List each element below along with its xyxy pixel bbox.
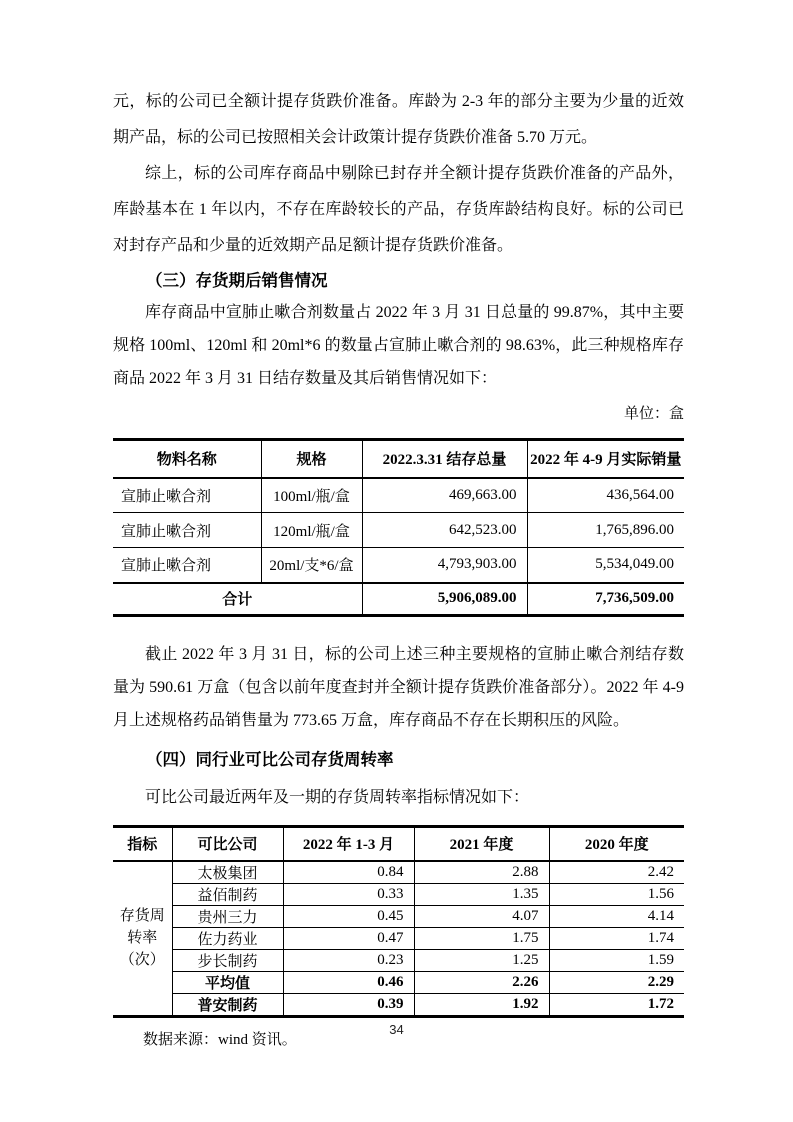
- cell-material: 宣肺止嗽合剂: [113, 548, 261, 583]
- cell-2020: 1.74: [549, 927, 684, 949]
- inventory-table-header-row: [113, 440, 684, 478]
- cell-2021: 4.07: [414, 905, 549, 927]
- cell-company: 益佰制药: [172, 883, 283, 905]
- cell-spec: 100ml/瓶/盒: [261, 478, 362, 513]
- cell-balance: 4,793,903.00: [362, 548, 527, 583]
- cell-q1-2022: 0.23: [283, 949, 414, 971]
- col-header-company: 可比公司: [172, 827, 283, 861]
- heading-section-4: （四）同行业可比公司存货周转率: [146, 750, 394, 769]
- table-total-row: [113, 583, 684, 616]
- cell-balance: 642,523.00: [362, 513, 527, 548]
- cell-company: 贵州三力: [172, 905, 283, 927]
- table-subject-row: [113, 993, 684, 1016]
- table-row: [113, 927, 684, 949]
- cell-total-label: 合计: [113, 583, 362, 616]
- cell-2020: 1.59: [549, 949, 684, 971]
- cell-q1-2022: 0.33: [283, 883, 414, 905]
- col-header-2022q1: 2022 年 1-3 月: [283, 827, 414, 861]
- cell-spec: 120ml/瓶/盒: [261, 513, 362, 548]
- cell-company: 普安制药: [172, 993, 283, 1016]
- turnover-table: [113, 825, 684, 1018]
- inventory-sales-table: [113, 438, 684, 617]
- cell-company: 佐力药业: [172, 927, 283, 949]
- cell-2021: 1.75: [414, 927, 549, 949]
- cell-sales: 1,765,896.00: [527, 513, 684, 548]
- cell-2020: 2.42: [549, 861, 684, 884]
- table-row: [113, 905, 684, 927]
- table-row: [113, 949, 684, 971]
- cell-q1-2022: 0.84: [283, 861, 414, 884]
- cell-2020: 1.56: [549, 883, 684, 905]
- table-average-row: [113, 971, 684, 993]
- cell-indicator-label: 存货周转率（次）: [119, 908, 165, 968]
- para-turnover-intro: 可比公司最近两年及一期的存货周转率指标情况如下：: [145, 789, 530, 806]
- para-post-period-sales: 库存商品中宣肺止嗽合剂数量占 2022 年 3 月 31 日总量的 99.87%，其中主要规格 100ml、120ml 和 20ml*6 的数量占宣肺止嗽合剂的 98.63%，此三种规格库存商品 2022 年 3 月 31 日结存数量及其后销售情况如下：: [113, 304, 684, 387]
- cell-spec: 20ml/支*6/盒: [261, 548, 362, 583]
- cell-2021: 1.92: [414, 993, 549, 1016]
- cell-total-sales: 7,736,509.00: [527, 583, 684, 616]
- unit-note: 单位：盒: [623, 406, 684, 422]
- cell-material: 宣肺止嗽合剂: [121, 488, 212, 505]
- heading-section-3: （三）存货期后销售情况: [146, 271, 328, 290]
- page-content: [113, 84, 684, 1050]
- table-row: [113, 548, 684, 583]
- cell-q1-2022: 0.39: [283, 993, 414, 1016]
- cell-q1-2022: 0.47: [283, 927, 414, 949]
- cell-company: 太极集团: [172, 861, 283, 884]
- cell-material: 宣肺止嗽合剂: [113, 513, 261, 548]
- cell-sales: 436,564.00: [527, 478, 684, 513]
- page-number: 34: [389, 1022, 404, 1037]
- cell-2021: 1.35: [414, 883, 549, 905]
- col-header-2020: 2020 年度: [549, 827, 684, 861]
- cell-2021: 1.25: [414, 949, 549, 971]
- col-header-spec: 规格: [261, 440, 362, 478]
- cell-company: 步长制药: [172, 949, 283, 971]
- cell-2021: 2.26: [414, 971, 549, 993]
- cell-q1-2022: 0.45: [283, 905, 414, 927]
- col-header-actual-sales: 2022 年 4-9 月实际销量: [527, 440, 684, 478]
- cell-sales: 5,534,049.00: [527, 548, 684, 583]
- col-header-material: 物料名称: [113, 440, 261, 478]
- cell-2020: 4.14: [549, 905, 684, 927]
- table-row: [113, 883, 684, 905]
- col-header-balance: 2022.3.31 结存总量: [362, 440, 527, 478]
- cell-q1-2022: 0.46: [283, 971, 414, 993]
- para-balance-conclusion: 截止 2022 年 3 月 31 日，标的公司上述三种主要规格的宣肺止嗽合剂结存数量为 590.61 万盒（包含以前年度查封并全额计提存货跌价准备部分）。2022 年 4-9 月上述规格药品销售量为 773.65 万盒，库存商品不存在长期积压的风险。: [113, 646, 684, 729]
- para-provision-continuation: 元，标的公司已全额计提存货跌价准备。库龄为 2-3 年的部分主要为少量的近效期产品，标的公司已按照相关会计政策计提存货跌价准备 5.70 万元。: [113, 93, 684, 146]
- cell-2020: 2.29: [549, 971, 684, 993]
- col-header-indicator: 指标: [113, 827, 172, 861]
- data-source-note: 数据来源：wind 资讯。: [143, 1031, 297, 1048]
- col-header-2021: 2021 年度: [414, 827, 549, 861]
- cell-company: 平均值: [172, 971, 283, 993]
- para-inventory-summary: 综上，标的公司库存商品中剔除已封存并全额计提存货跌价准备的产品外，库龄基本在 1 年以内，不存在库龄较长的产品，存货库龄结构良好。标的公司已对封存产品和少量的近效期产品足额计提存货跌价准备。: [113, 165, 684, 254]
- cell-balance: 469,663.00: [362, 478, 527, 513]
- table-row: [113, 478, 684, 513]
- cell-total-balance: 5,906,089.00: [362, 583, 527, 616]
- table-row: [113, 513, 684, 548]
- turnover-table-header-row: [113, 827, 684, 861]
- cell-2021: 2.88: [414, 861, 549, 884]
- table-row: [113, 861, 684, 884]
- cell-2020: 1.72: [549, 993, 684, 1016]
